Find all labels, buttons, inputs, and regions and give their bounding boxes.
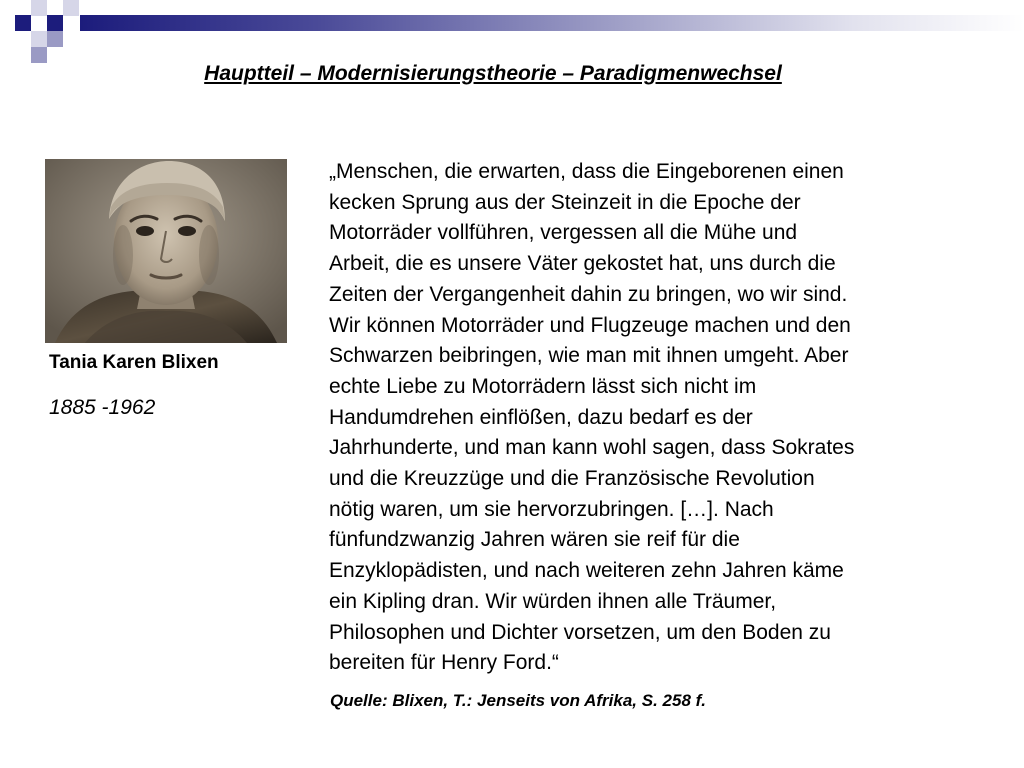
quote-line: Schwarzen beibringen, wie man mit ihnen umgeht. Aber xyxy=(329,344,849,368)
header-gradient-bar xyxy=(80,15,1024,31)
decor-square xyxy=(15,15,31,31)
quote-line: Philosophen und Dichter vorsetzen, um den Boden zu xyxy=(329,620,831,644)
quote-line: Wir können Motorräder und Flugzeuge machen und den xyxy=(329,313,851,337)
decor-square xyxy=(47,15,63,31)
decor-square xyxy=(31,47,47,63)
quote-line: fünfundzwanzig Jahren wären sie reif für die xyxy=(329,528,740,552)
quote-line: kecken Sprung aus der Steinzeit in die Epoche der xyxy=(329,190,801,214)
quote-line: und die Kreuzzüge und die Französische Revolution xyxy=(329,467,815,491)
decor-square xyxy=(47,31,63,47)
quote-line: ein Kipling dran. Wir würden ihnen alle Träumer, xyxy=(329,589,777,613)
quote-line: „Menschen, die erwarten, dass die Eingeborenen einen xyxy=(329,160,844,183)
quote-line: Arbeit, die es unsere Väter gekostet hat, uns durch die xyxy=(329,252,836,276)
quote-line: Motorräder vollführen, vergessen all die Mühe und xyxy=(329,221,798,245)
quote-line: Enzyklopädisten, und nach weiteren zehn Jahren käme xyxy=(329,559,844,583)
quote-line: Jahrhunderte, und man kann wohl sagen, dass Sokrates xyxy=(329,436,855,460)
quote-line: bereiten für Henry Ford.“ xyxy=(329,651,559,675)
person-years: 1885 -1962 xyxy=(49,396,156,419)
quote-line: nötig waren, um sie hervorzubringen. […]. Nach xyxy=(329,497,774,521)
decor-square xyxy=(31,31,47,47)
quote-source: Quelle: Blixen, T.: Jenseits von Afrika, S. 258 f. xyxy=(330,691,707,710)
person-name: Tania Karen Blixen xyxy=(49,352,219,373)
corner-decoration xyxy=(0,0,80,64)
portrait-photo-icon xyxy=(45,159,287,343)
quote-line: Zeiten der Vergangenheit dahin zu bringen, wo wir sind. xyxy=(329,282,848,306)
quote-text xyxy=(329,157,979,679)
slide-title: Hauptteil – Modernisierungstheorie – Paradigmenwechsel xyxy=(204,62,782,85)
decor-square xyxy=(31,0,47,16)
quote-line: Handumdrehen einflößen, dazu bedarf es der xyxy=(329,405,753,429)
quote-line: echte Liebe zu Motorrädern lässt sich nicht im xyxy=(329,374,757,398)
decor-square xyxy=(63,0,79,16)
